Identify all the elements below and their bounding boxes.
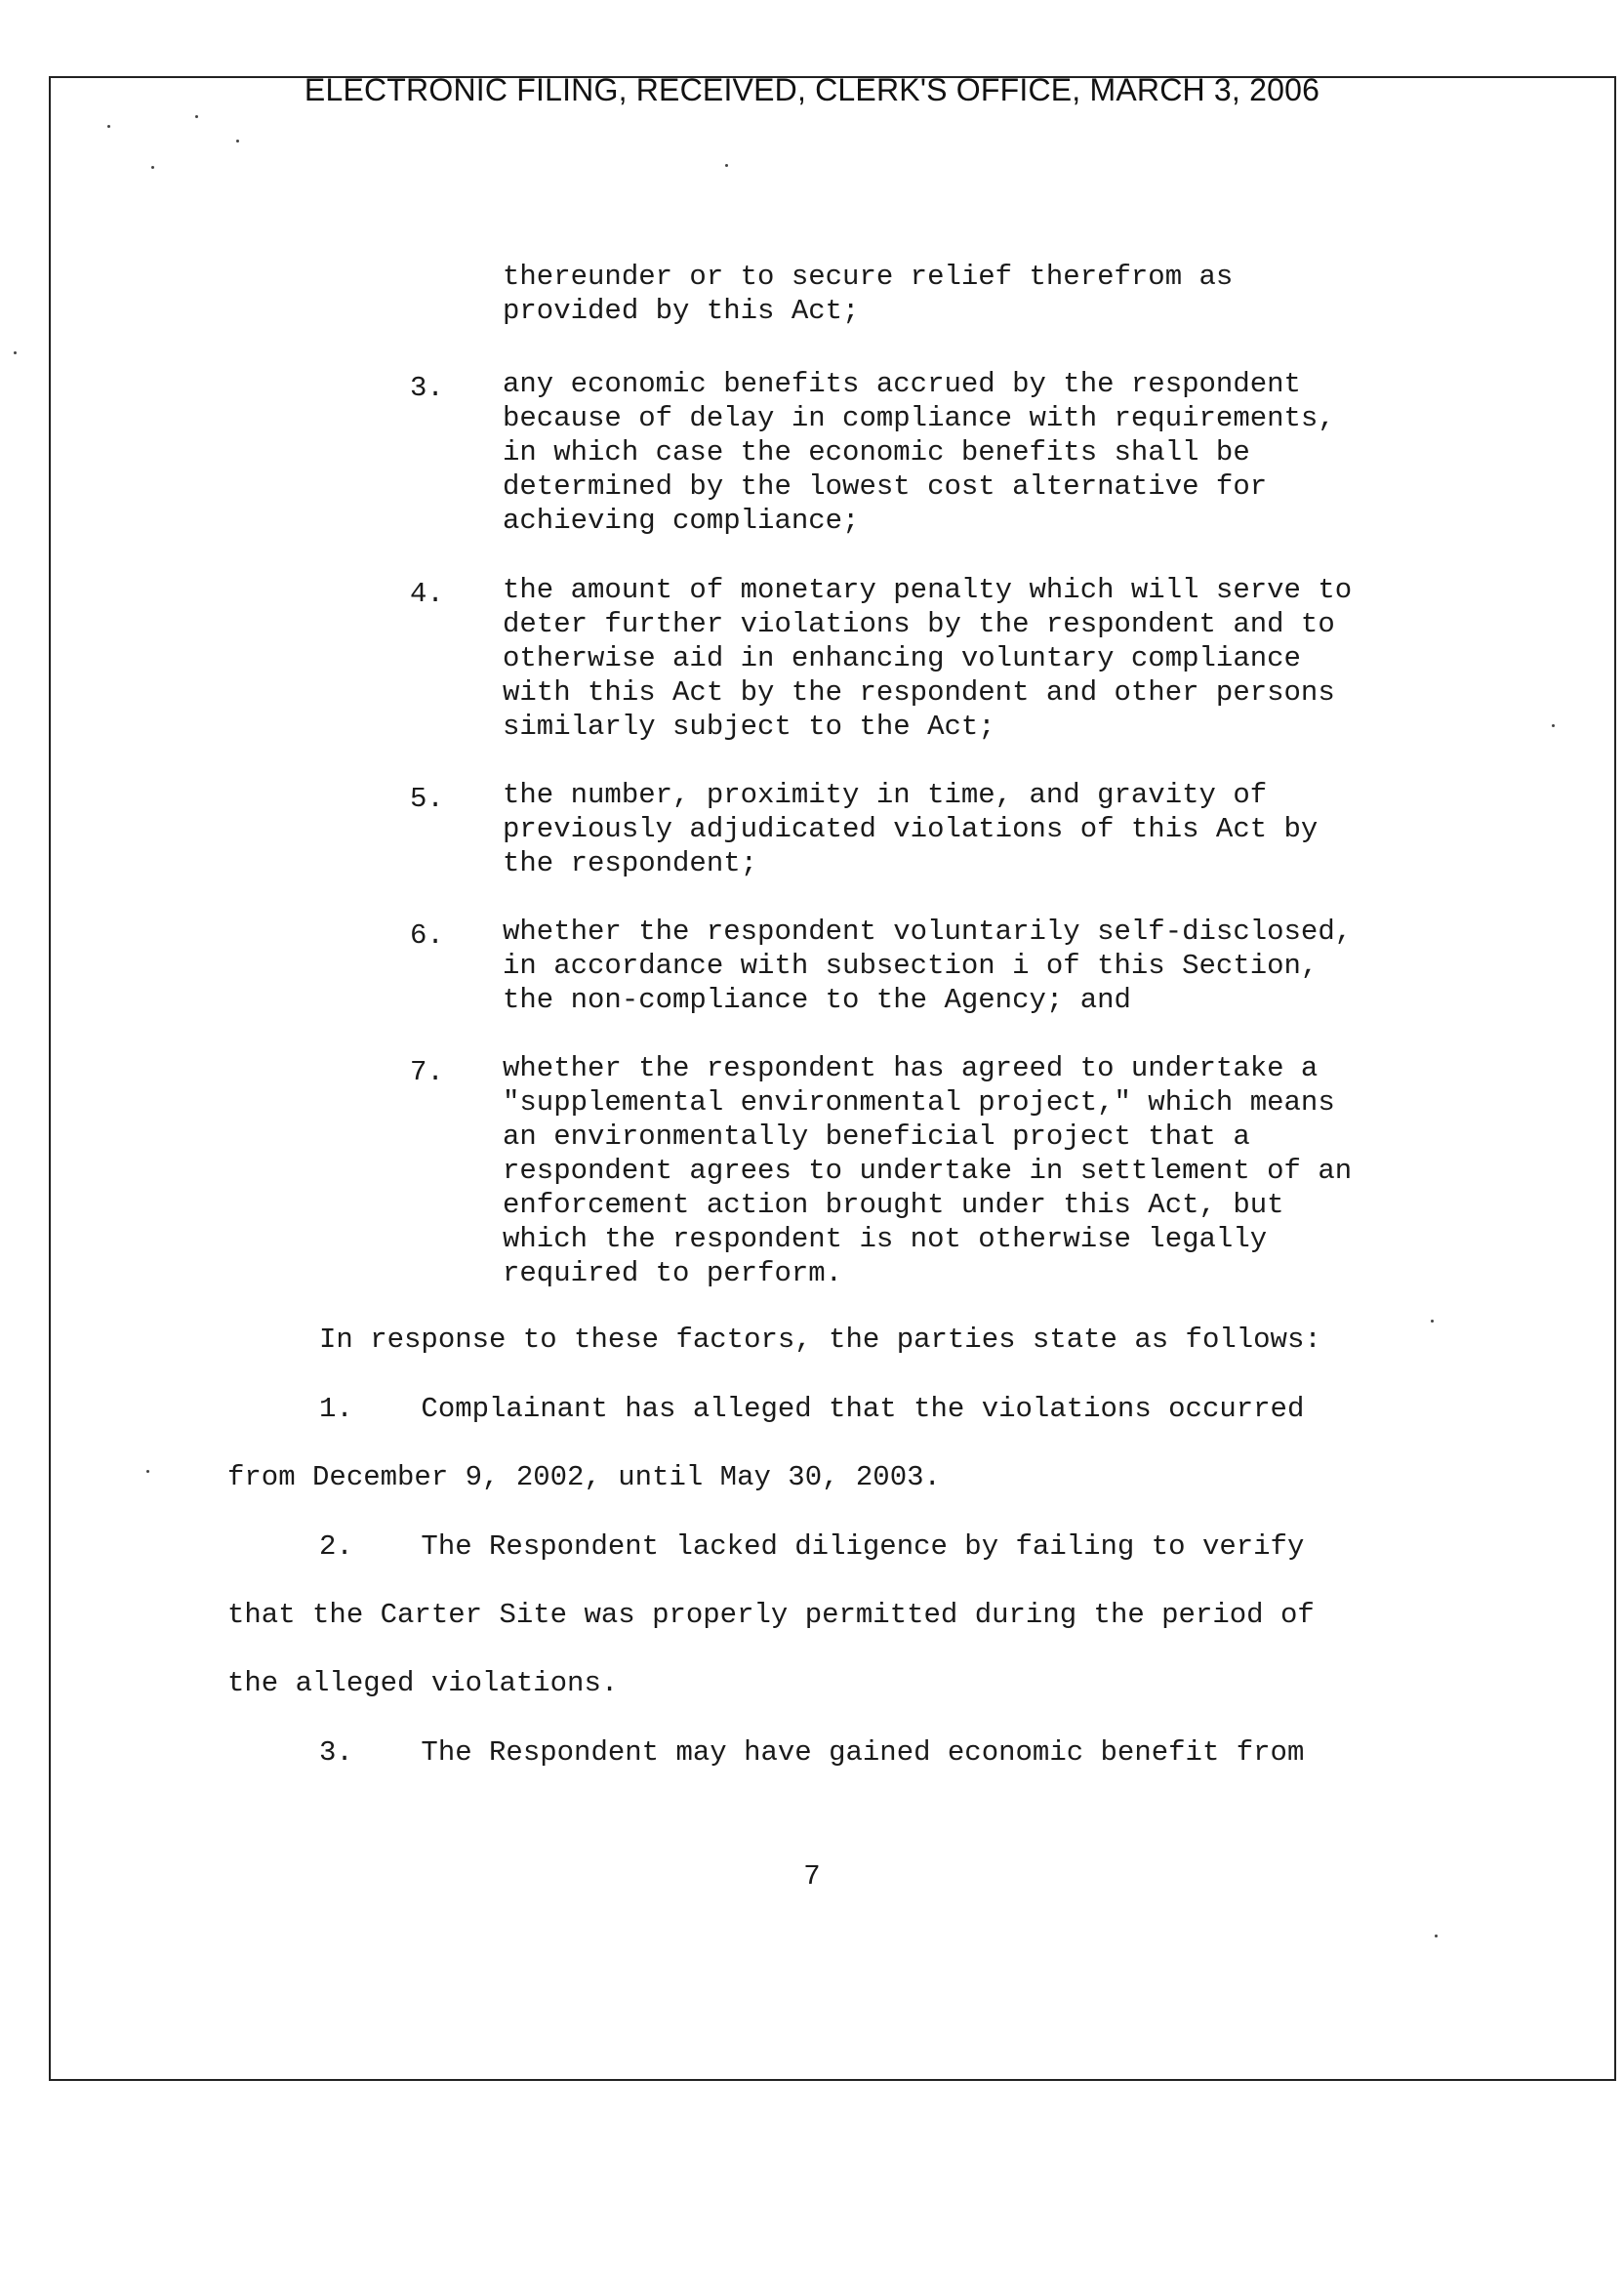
- list-item-text: whether the respondent has agreed to undertake a "supplemental environmental project," which means an environmentally beneficial project that a respondent agrees to undertake in settlement of an enforcement action brought under this Act, but which the respondent is not otherwise legally required to perform.: [503, 1052, 1353, 1289]
- paragraph-line: from December 9, 2002, until May 30, 2003.: [227, 1461, 941, 1493]
- list-continuation: thereunder or to secure relief therefrom as provided by this Act;: [503, 261, 1234, 327]
- scan-speck: [725, 164, 728, 167]
- scan-speck: [1552, 724, 1555, 727]
- scan-speck: [195, 115, 198, 118]
- paragraph-line: 1. Complainant has alleged that the violations occurred: [319, 1393, 1305, 1425]
- page-number: 7: [803, 1860, 821, 1893]
- list-item-number: 6.: [410, 919, 444, 952]
- intro-sentence: In response to these factors, the parties state as follows:: [319, 1324, 1321, 1356]
- scan-speck: [14, 351, 17, 354]
- scan-speck: [107, 125, 110, 128]
- list-item-number: 4.: [410, 578, 444, 610]
- scan-speck: [151, 166, 154, 169]
- scan-speck: [236, 140, 239, 143]
- filing-stamp: ELECTRONIC FILING, RECEIVED, CLERK'S OFFICE, MARCH 3, 2006: [304, 72, 1320, 107]
- list-item-text: the number, proximity in time, and gravity of previously adjudicated violations of this Act by the respondent;: [503, 779, 1319, 879]
- paragraph-line: the alleged violations.: [227, 1667, 619, 1699]
- scan-speck: [1431, 1320, 1434, 1323]
- scan-speck: [146, 1470, 149, 1473]
- scan-speck: [1435, 1935, 1438, 1937]
- list-item-number: 3.: [410, 372, 444, 404]
- paragraph-line: 3. The Respondent may have gained economic benefit from: [319, 1736, 1305, 1769]
- list-item-text: whether the respondent voluntarily self-disclosed, in accordance with subsection i of this Section, the non-compliance to the Agency; and: [503, 916, 1353, 1016]
- paragraph-line: 2. The Respondent lacked diligence by failing to verify: [319, 1530, 1305, 1563]
- list-item-number: 5.: [410, 783, 444, 815]
- list-item-text: the amount of monetary penalty which will serve to deter further violations by the respondent and to otherwise aid in enhancing voluntary compliance with this Act by the respondent and other persons similarly subject to the Act;: [503, 574, 1353, 743]
- list-item-text: any economic benefits accrued by the respondent because of delay in compliance with requirements, in which case the economic benefits shall be determined by the lowest cost alternative for achieving compliance;: [503, 368, 1335, 537]
- list-item-number: 7.: [410, 1056, 444, 1088]
- paragraph-line: that the Carter Site was properly permitted during the period of: [227, 1599, 1315, 1631]
